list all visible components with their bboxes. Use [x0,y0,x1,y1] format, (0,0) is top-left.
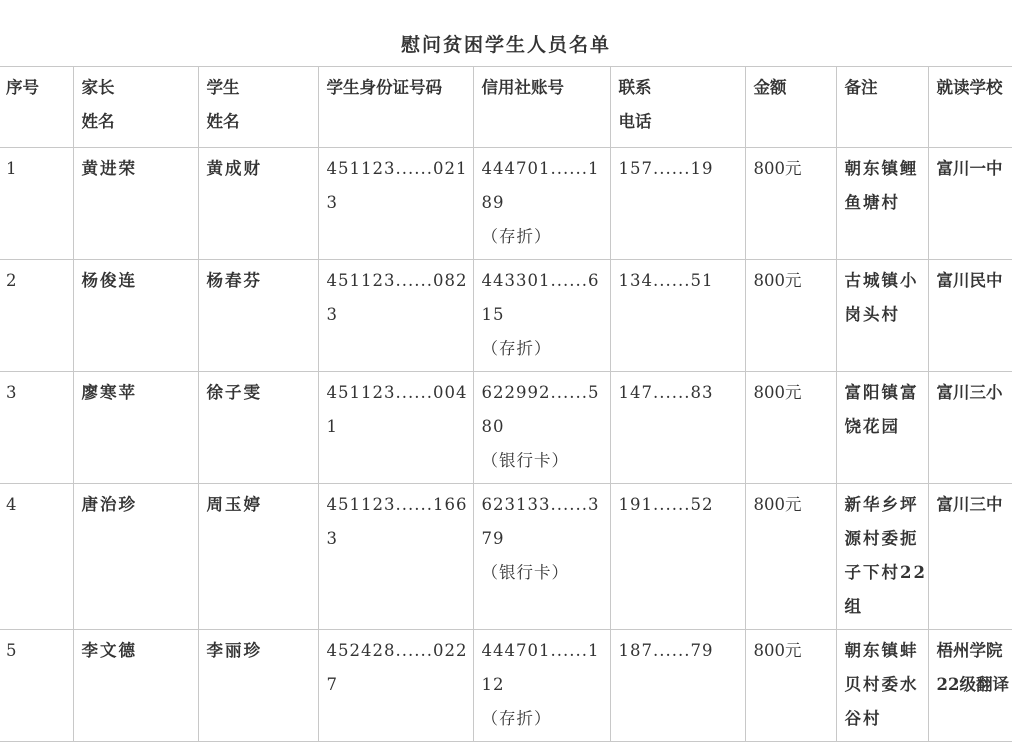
cell-amount-text: 800元 [753,383,802,402]
student-list-table [0,66,1012,742]
cell-id-number [318,372,473,484]
table-body [0,67,1012,742]
cell-id-number-text: 451123......021 [326,159,468,178]
cell-account-text: 622992......5 [481,383,600,402]
cell-account-text: 79 [481,529,505,548]
header-label: 金额 [753,78,787,97]
cell-id-number-text: 451123......004 [326,383,468,402]
cell-school [928,260,1012,372]
header-label: 备注 [844,78,878,97]
table-row [0,260,1012,372]
cell-phone-text: 157......19 [618,159,714,178]
header-school [928,67,1012,148]
cell-account-text: （银行卡） [481,563,569,582]
cell-account-text: 80 [481,417,505,436]
cell-parent-name [73,148,198,260]
header-student-name [198,67,318,148]
cell-id-number-text: 451123......082 [326,271,468,290]
header-id-number [318,67,473,148]
cell-student-name [198,260,318,372]
cell-school [928,484,1012,630]
cell-index-text: 1 [6,159,17,178]
cell-school [928,148,1012,260]
cell-amount [745,372,836,484]
cell-index [0,260,73,372]
cell-parent-name [73,372,198,484]
cell-account-text: 15 [481,305,505,324]
header-phone [610,67,745,148]
cell-id-number-text: 451123......166 [326,495,468,514]
cell-index-text: 5 [6,641,17,660]
cell-note-text: 新华乡坪 [844,495,919,514]
cell-note [836,372,928,484]
cell-school-text: 梧州学院 [936,641,1003,660]
header-label: 姓名 [81,112,115,131]
cell-amount [745,484,836,630]
header-amount [745,67,836,148]
cell-account [473,630,610,742]
cell-note-text: 组 [844,597,863,616]
cell-account [473,484,610,630]
cell-phone [610,484,745,630]
cell-note-text: 鱼塘村 [844,193,900,212]
table-row [0,372,1012,484]
cell-account [473,260,610,372]
cell-student-name-text: 徐子雯 [206,383,262,402]
header-label: 学生 [206,78,240,97]
table-row [0,148,1012,260]
cell-parent-name-text: 唐治珍 [81,495,137,514]
cell-account-text: （存折） [481,339,552,358]
cell-index [0,148,73,260]
cell-amount [745,630,836,742]
cell-parent-name [73,260,198,372]
cell-amount-text: 800元 [753,641,802,660]
cell-note-text: 谷村 [844,709,882,728]
cell-id-number-text: 3 [326,529,338,548]
cell-student-name [198,372,318,484]
cell-school-text: 22级翻译 [936,675,1009,694]
cell-school-text: 富川三小 [936,383,1003,402]
cell-note [836,260,928,372]
cell-index [0,630,73,742]
cell-amount-text: 800元 [753,159,802,178]
cell-amount-text: 800元 [753,495,802,514]
cell-note-text: 饶花园 [844,417,900,436]
cell-account-text: （银行卡） [481,451,569,470]
cell-note-text: 子下村22 [844,563,927,582]
cell-parent-name-text: 黄进荣 [81,159,137,178]
cell-phone [610,372,745,484]
table-row [0,484,1012,630]
header-label: 信用社账号 [481,78,564,97]
cell-id-number-text: 452428......022 [326,641,468,660]
cell-index-text: 2 [6,271,17,290]
cell-phone [610,260,745,372]
cell-phone [610,148,745,260]
cell-parent-name-text: 李文德 [81,641,137,660]
cell-student-name-text: 李丽珍 [206,641,262,660]
header-label: 家长 [81,78,115,97]
cell-note-text: 古城镇小 [844,271,919,290]
page-title: 慰问贫困学生人员名单 [400,34,611,56]
header-label: 序号 [6,78,39,97]
cell-amount [745,260,836,372]
cell-account-text: 443301......6 [481,271,600,290]
cell-student-name [198,630,318,742]
cell-id-number [318,630,473,742]
cell-note-text: 贝村委水 [844,675,919,694]
cell-index [0,372,73,484]
cell-note [836,148,928,260]
header-label: 姓名 [206,112,240,131]
cell-index-text: 4 [6,495,17,514]
cell-note-text: 富阳镇富 [844,383,919,402]
cell-student-name-text: 周玉婷 [206,495,262,514]
cell-phone [610,630,745,742]
cell-id-number-text: 1 [326,417,338,436]
header-account [473,67,610,148]
header-index [0,67,73,148]
cell-student-name-text: 杨春芬 [206,271,262,290]
cell-phone-text: 134......51 [618,271,714,290]
cell-school-text: 富川一中 [936,159,1003,178]
cell-account-text: 444701......1 [481,159,600,178]
cell-account-text: 623133......3 [481,495,600,514]
cell-account-text: 89 [481,193,505,212]
header-label: 联系 [618,78,652,97]
cell-school [928,630,1012,742]
cell-index [0,484,73,630]
cell-note-text: 朝东镇鲤 [844,159,919,178]
header-label: 电话 [618,112,652,131]
cell-student-name-text: 黄成财 [206,159,262,178]
cell-id-number [318,260,473,372]
cell-account-text: （存折） [481,709,552,728]
cell-amount-text: 800元 [753,271,802,290]
cell-parent-name-text: 廖寒苹 [81,383,137,402]
cell-school [928,372,1012,484]
cell-account-text: （存折） [481,227,552,246]
cell-note-text: 岗头村 [844,305,900,324]
cell-id-number-text: 3 [326,305,338,324]
cell-note-text: 源村委扼 [844,529,919,548]
cell-parent-name-text: 杨俊连 [81,271,137,290]
cell-phone-text: 147......83 [618,383,714,402]
header-label: 学生身份证号码 [326,78,442,97]
cell-parent-name [73,630,198,742]
cell-note [836,484,928,630]
cell-amount [745,148,836,260]
cell-student-name [198,148,318,260]
cell-account [473,372,610,484]
cell-id-number-text: 3 [326,193,338,212]
table-header-row [0,67,1012,148]
cell-index-text: 3 [6,383,17,402]
cell-id-number [318,484,473,630]
cell-school-text: 富川民中 [936,271,1003,290]
cell-school-text: 富川三中 [936,495,1003,514]
cell-account-text: 12 [481,675,505,694]
cell-account-text: 444701......1 [481,641,600,660]
cell-phone-text: 187......79 [618,641,714,660]
cell-note [836,630,928,742]
cell-student-name [198,484,318,630]
header-note [836,67,928,148]
header-label: 就读学校 [936,78,1003,97]
header-parent-name [73,67,198,148]
table-row [0,630,1012,742]
cell-phone-text: 191......52 [618,495,714,514]
cell-id-number [318,148,473,260]
cell-account [473,148,610,260]
cell-parent-name [73,484,198,630]
cell-id-number-text: 7 [326,675,338,694]
cell-note-text: 朝东镇蚌 [844,641,919,660]
